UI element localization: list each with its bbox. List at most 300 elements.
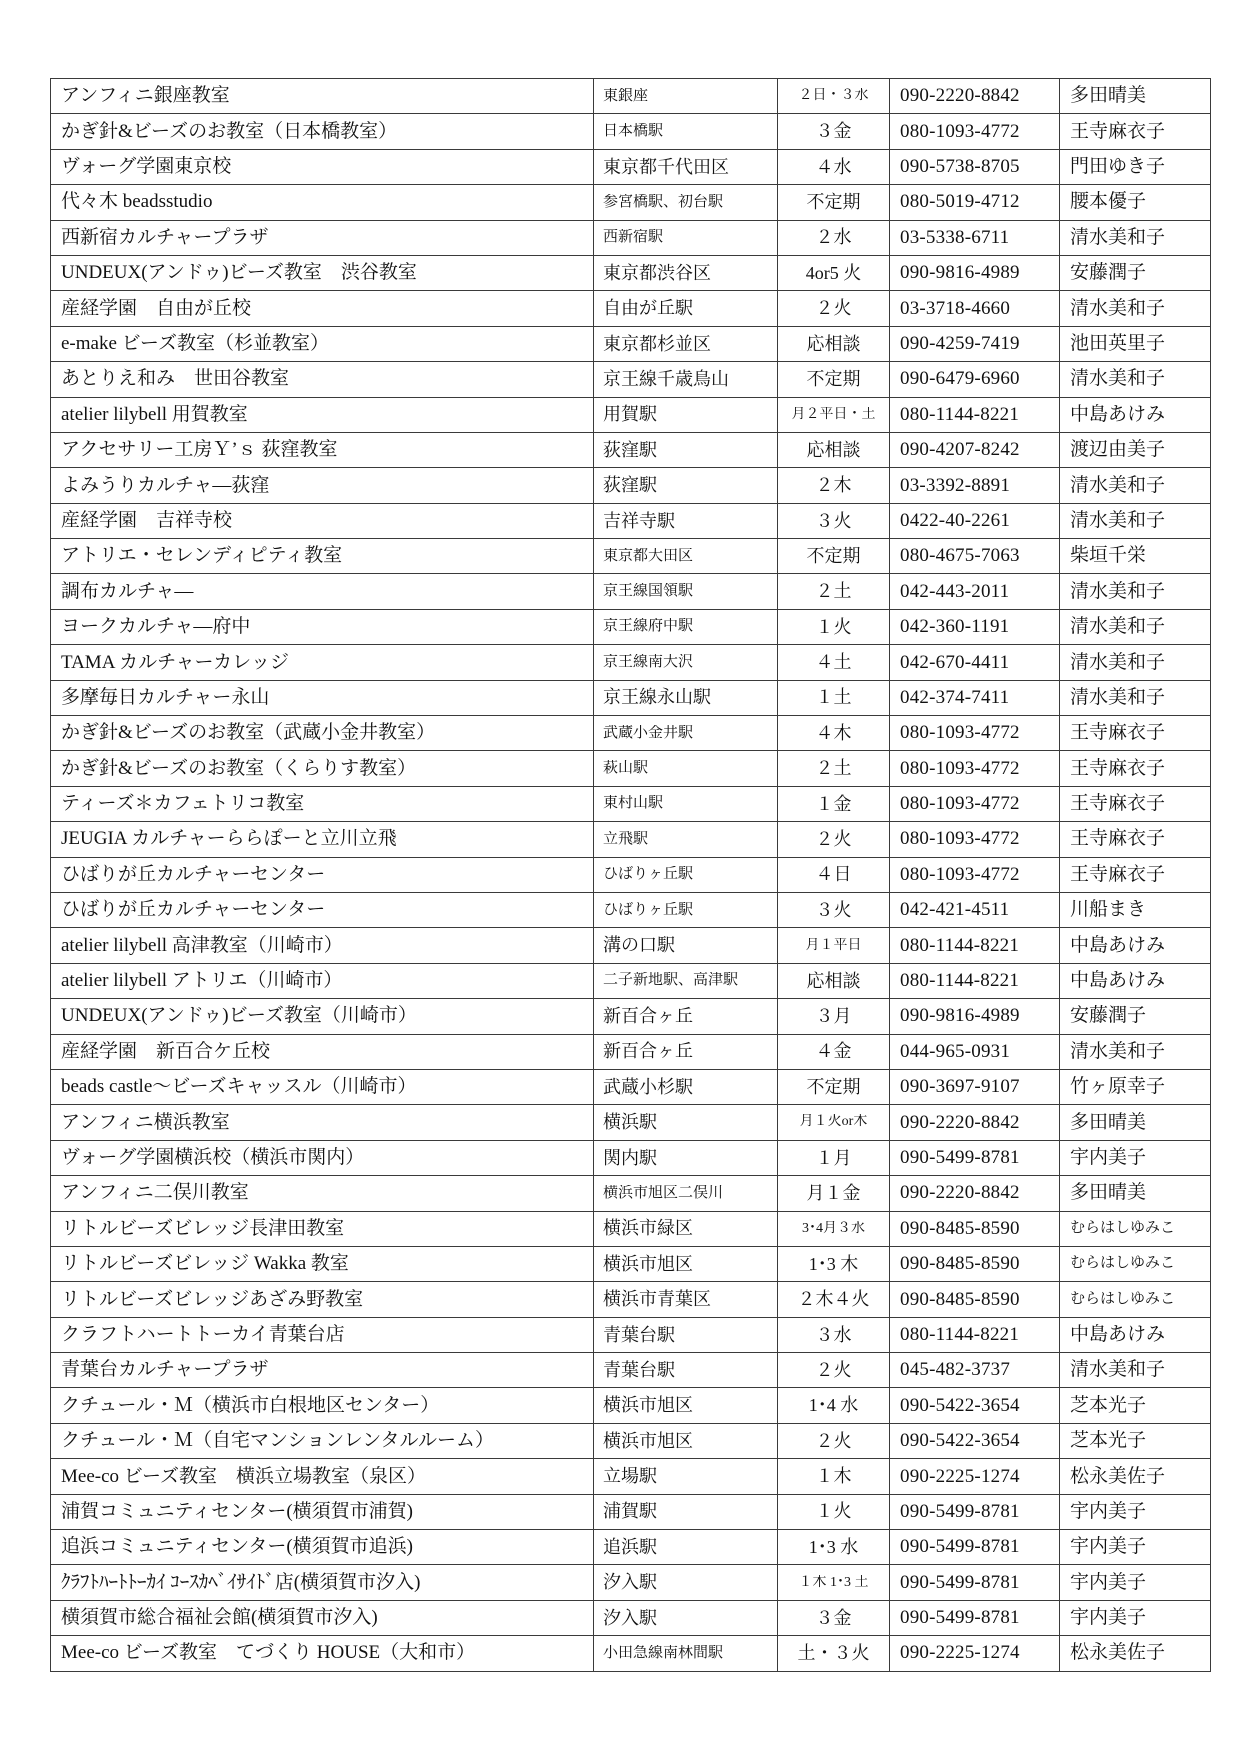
instructor-name-cell: [1060, 1034, 1211, 1069]
location-cell: [594, 1353, 778, 1388]
instructor-name: 王寺麻衣子: [1070, 828, 1166, 850]
phone-number: 090-2220-8842: [900, 85, 1020, 107]
classroom-row: [51, 645, 1211, 680]
location-cell: [594, 645, 778, 680]
instructor-name-cell: [1060, 1636, 1211, 1671]
classroom-list-page: [50, 78, 1210, 1672]
phone-number: 090-5499-8781: [900, 1536, 1020, 1558]
phone-number-cell: [890, 1565, 1060, 1600]
schedule: １木 1･3 土: [798, 1574, 869, 1590]
location-cell: [594, 79, 778, 114]
phone-number-cell: [890, 1034, 1060, 1069]
classroom-table-body: [51, 79, 1211, 1672]
phone-number-cell: [890, 1494, 1060, 1529]
instructor-name-cell: [1060, 1176, 1211, 1211]
classroom-name: atelier lilybell 用賀教室: [61, 403, 248, 425]
classroom-row: [51, 999, 1211, 1034]
classroom-name-cell: [51, 1176, 594, 1211]
schedule: ４日: [815, 864, 852, 885]
schedule-cell: [778, 751, 890, 786]
classroom-name: クチュール・Ｍ（自宅マンションレンタルルーム）: [61, 1430, 495, 1452]
classroom-name: かぎ針&ビーズのお教室（日本橋教室）: [61, 120, 398, 142]
schedule: 月１火or木: [799, 1114, 868, 1130]
schedule: ３火: [815, 899, 852, 920]
location: ひばりヶ丘駅: [603, 901, 694, 918]
location: 京王線南大沢: [603, 653, 694, 670]
location-cell: [594, 751, 778, 786]
schedule-cell: [778, 503, 890, 538]
instructor-name: 多田晴美: [1070, 85, 1147, 107]
phone-number: 03-3718-4660: [900, 297, 1011, 319]
instructor-name-cell: [1060, 609, 1211, 644]
instructor-name: 宇内美子: [1070, 1607, 1147, 1629]
instructor-name: 宇内美子: [1070, 1146, 1147, 1168]
instructor-name-cell: [1060, 432, 1211, 467]
classroom-name-cell: [51, 79, 594, 114]
phone-number-cell: [890, 1600, 1060, 1635]
schedule: ４土: [815, 652, 852, 673]
location-cell: [594, 892, 778, 927]
location: 自由が丘駅: [603, 298, 693, 319]
classroom-row: [51, 1176, 1211, 1211]
phone-number-cell: [890, 1105, 1060, 1140]
location: 京王線府中駅: [603, 618, 694, 635]
location: 青葉台駅: [603, 1324, 675, 1345]
classroom-row: [51, 255, 1211, 290]
phone-number-cell: [890, 468, 1060, 503]
classroom-name-cell: [51, 114, 594, 149]
classroom-row: [51, 1600, 1211, 1635]
location-cell: [594, 432, 778, 467]
classroom-name-cell: [51, 326, 594, 361]
instructor-name: 清水美和子: [1070, 368, 1166, 390]
classroom-name-cell: [51, 892, 594, 927]
phone-number: 042-421-4511: [900, 899, 1010, 921]
classroom-name-cell: [51, 149, 594, 184]
location: 横浜市旭区: [603, 1430, 693, 1451]
classroom-row: [51, 1388, 1211, 1423]
classroom-name-cell: [51, 716, 594, 751]
classroom-row: [51, 751, 1211, 786]
schedule: 1･3 水: [808, 1536, 859, 1557]
schedule-cell: [778, 220, 890, 255]
instructor-name: 清水美和子: [1070, 474, 1166, 496]
instructor-name: 中島あけみ: [1070, 403, 1166, 425]
phone-number-cell: [890, 1211, 1060, 1246]
instructor-name: むらはしゆみこ: [1070, 1220, 1176, 1237]
schedule: １火: [815, 1501, 852, 1522]
schedule-cell: [778, 1530, 890, 1565]
phone-number: 090-2225-1274: [900, 1465, 1020, 1487]
schedule: 応相談: [806, 970, 861, 991]
schedule: 1･4 水: [808, 1395, 859, 1416]
location: 萩山駅: [603, 759, 649, 776]
location-cell: [594, 362, 778, 397]
instructor-name: 中島あけみ: [1070, 970, 1166, 992]
schedule-cell: [778, 1211, 890, 1246]
instructor-name-cell: [1060, 291, 1211, 326]
classroom-row: [51, 1211, 1211, 1246]
classroom-row: [51, 716, 1211, 751]
phone-number: 03-5338-6711: [900, 226, 1010, 248]
schedule-cell: [778, 574, 890, 609]
schedule: ２土: [815, 581, 852, 602]
location: 立飛駅: [603, 830, 649, 847]
classroom-name: リトルビーズビレッジ長津田教室: [61, 1217, 345, 1239]
classroom-name-cell: [51, 503, 594, 538]
location-cell: [594, 822, 778, 857]
schedule-cell: [778, 857, 890, 892]
phone-number: 090-3697-9107: [900, 1076, 1020, 1098]
location: 用賀駅: [603, 404, 657, 425]
phone-number: 090-8485-8590: [900, 1253, 1020, 1275]
phone-number: 080-1093-4772: [900, 120, 1020, 142]
schedule: ３月: [815, 1006, 852, 1026]
classroom-row: [51, 149, 1211, 184]
classroom-row: [51, 1140, 1211, 1175]
schedule: １月: [815, 1147, 852, 1168]
phone-number-cell: [890, 609, 1060, 644]
instructor-name: 多田晴美: [1070, 1182, 1147, 1204]
classroom-row: [51, 892, 1211, 927]
location-cell: [594, 1530, 778, 1565]
schedule-cell: [778, 1388, 890, 1423]
phone-number: 0422-40-2261: [900, 509, 1011, 531]
phone-number-cell: [890, 1246, 1060, 1281]
phone-number-cell: [890, 539, 1060, 574]
phone-number-cell: [890, 397, 1060, 432]
classroom-row: [51, 609, 1211, 644]
phone-number-cell: [890, 1530, 1060, 1565]
schedule: 月１金: [806, 1182, 861, 1203]
phone-number: 080-1093-4772: [900, 793, 1020, 815]
schedule-cell: [778, 1459, 890, 1494]
classroom-name: JEUGIA カルチャーららぽーと立川立飛: [61, 828, 397, 850]
instructor-name: 芝本光子: [1070, 1430, 1147, 1452]
instructor-name: 腰本優子: [1070, 191, 1147, 213]
instructor-name-cell: [1060, 1459, 1211, 1494]
phone-number: 080-1144-8221: [900, 403, 1020, 425]
instructor-name-cell: [1060, 928, 1211, 963]
phone-number: 090-8485-8590: [900, 1217, 1020, 1239]
location-cell: [594, 503, 778, 538]
instructor-name-cell: [1060, 680, 1211, 715]
classroom-name: UNDEUX(アンドゥ)ビーズ教室 渋谷教室: [61, 262, 417, 284]
classroom-name-cell: [51, 1494, 594, 1529]
instructor-name-cell: [1060, 1530, 1211, 1565]
instructor-name: 清水美和子: [1070, 616, 1166, 638]
schedule: 不定期: [806, 368, 861, 389]
location: 東京都杉並区: [603, 333, 711, 354]
schedule-cell: [778, 149, 890, 184]
classroom-name: かぎ針&ビーズのお教室（くらりす教室）: [61, 757, 417, 779]
classroom-name: 横須賀市総合福祉会館(横須賀市汐入): [61, 1607, 378, 1629]
phone-number-cell: [890, 149, 1060, 184]
phone-number: 080-1093-4772: [900, 828, 1020, 850]
instructor-name-cell: [1060, 220, 1211, 255]
classroom-name: 代々木 beadsstudio: [61, 191, 213, 213]
location-cell: [594, 963, 778, 998]
schedule: ４木: [815, 722, 852, 743]
schedule: ４金: [815, 1041, 852, 1062]
location: 東京都千代田区: [603, 156, 729, 177]
phone-number-cell: [890, 822, 1060, 857]
schedule: 不定期: [806, 545, 861, 566]
location: 汐入駅: [603, 1572, 657, 1593]
location: 武蔵小金井駅: [603, 724, 694, 741]
location: 小田急線南林間駅: [603, 1644, 724, 1661]
phone-number: 080-1144-8221: [900, 970, 1020, 992]
phone-number-cell: [890, 680, 1060, 715]
classroom-name-cell: [51, 1140, 594, 1175]
phone-number-cell: [890, 432, 1060, 467]
instructor-name-cell: [1060, 1388, 1211, 1423]
instructor-name: 王寺麻衣子: [1070, 863, 1166, 885]
phone-number-cell: [890, 857, 1060, 892]
schedule-cell: [778, 609, 890, 644]
instructor-name: 柴垣千栄: [1070, 545, 1147, 567]
schedule: 応相談: [806, 439, 861, 460]
schedule-cell: [778, 786, 890, 821]
classroom-name: アトリエ・セレンディピティ教室: [61, 545, 343, 567]
schedule: ３金: [815, 1607, 852, 1628]
classroom-name: あとりえ和み 世田谷教室: [61, 368, 290, 390]
classroom-row: [51, 928, 1211, 963]
schedule: ２火: [815, 1430, 852, 1451]
classroom-name: 青葉台カルチャープラザ: [61, 1359, 269, 1381]
schedule: ４水: [815, 156, 852, 177]
phone-number: 080-1093-4772: [900, 863, 1020, 885]
instructor-name-cell: [1060, 1317, 1211, 1352]
location-cell: [594, 220, 778, 255]
classroom-name: アクセサリー工房Ｙ’ｓ 荻窪教室: [61, 439, 338, 461]
location-cell: [594, 468, 778, 503]
location-cell: [594, 1317, 778, 1352]
classroom-name: 産経学園 自由が丘校: [61, 297, 252, 319]
classroom-name: 調布カルチャ―: [61, 580, 194, 602]
location-cell: [594, 786, 778, 821]
phone-number-cell: [890, 362, 1060, 397]
classroom-row: [51, 397, 1211, 432]
location: 武蔵小杉駅: [603, 1076, 693, 1097]
schedule: ３火: [815, 510, 852, 531]
instructor-name: 安藤潤子: [1070, 1005, 1147, 1027]
schedule: １火: [815, 616, 852, 637]
schedule: ２火: [815, 1359, 852, 1380]
classroom-name-cell: [51, 1211, 594, 1246]
classroom-name: 浦賀コミュニティセンター(横須賀市浦賀): [61, 1500, 413, 1522]
location-cell: [594, 291, 778, 326]
phone-number: 090-5499-8781: [900, 1500, 1020, 1522]
schedule: 土・３火: [797, 1643, 870, 1664]
location-cell: [594, 1140, 778, 1175]
location: 横浜市旭区二俣川: [603, 1184, 724, 1201]
instructor-name-cell: [1060, 645, 1211, 680]
classroom-row: [51, 1246, 1211, 1281]
schedule-cell: [778, 362, 890, 397]
schedule-cell: [778, 822, 890, 857]
location: 東村山駅: [603, 795, 664, 812]
location-cell: [594, 1494, 778, 1529]
instructor-name-cell: [1060, 503, 1211, 538]
classroom-row: [51, 857, 1211, 892]
schedule-cell: [778, 326, 890, 361]
location: 浦賀駅: [603, 1501, 657, 1522]
classroom-name: atelier lilybell アトリエ（川崎市）: [61, 970, 343, 992]
phone-number: 090-8485-8590: [900, 1288, 1020, 1310]
instructor-name-cell: [1060, 1140, 1211, 1175]
instructor-name-cell: [1060, 397, 1211, 432]
classroom-name-cell: [51, 999, 594, 1034]
schedule: １金: [815, 793, 852, 814]
classroom-name-cell: [51, 786, 594, 821]
schedule-cell: [778, 892, 890, 927]
classroom-name: UNDEUX(アンドゥ)ビーズ教室（川崎市）: [61, 1005, 417, 1027]
location-cell: [594, 539, 778, 574]
classroom-name: よみうりカルチャ―荻窪: [61, 474, 270, 496]
classroom-name: 追浜コミュニティセンター(横須賀市追浜): [61, 1536, 413, 1558]
classroom-name: TAMA カルチャーカレッジ: [61, 651, 289, 673]
location-cell: [594, 1565, 778, 1600]
schedule-cell: [778, 928, 890, 963]
schedule-cell: [778, 1069, 890, 1104]
classroom-row: [51, 362, 1211, 397]
phone-number-cell: [890, 220, 1060, 255]
schedule: ２日・３水: [798, 88, 869, 104]
location: 横浜市青葉区: [603, 1289, 711, 1310]
phone-number-cell: [890, 645, 1060, 680]
classroom-name: ｸﾗﾌﾄﾊｰﾄﾄｰｶｲ ｺｰｽｶﾍﾞｲｻｲﾄﾞ店(横須賀市汐入): [61, 1571, 421, 1593]
instructor-name-cell: [1060, 822, 1211, 857]
instructor-name-cell: [1060, 255, 1211, 290]
classroom-name: e-make ビーズ教室（杉並教室）: [61, 333, 329, 354]
schedule: ２土: [815, 758, 852, 779]
instructor-name: 王寺麻衣子: [1070, 722, 1166, 744]
classroom-name: 産経学園 吉祥寺校: [61, 509, 233, 531]
classroom-name-cell: [51, 857, 594, 892]
phone-number: 080-1093-4772: [900, 757, 1020, 779]
location: 追浜駅: [603, 1536, 657, 1557]
schedule-cell: [778, 1423, 890, 1458]
classroom-row: [51, 114, 1211, 149]
location-cell: [594, 1423, 778, 1458]
phone-number: 042-443-2011: [900, 580, 1010, 602]
schedule-cell: [778, 1317, 890, 1352]
instructor-name-cell: [1060, 539, 1211, 574]
instructor-name: 芝本光子: [1070, 1394, 1147, 1416]
classroom-name-cell: [51, 362, 594, 397]
location: 青葉台駅: [603, 1359, 675, 1380]
schedule: 4or5 火: [805, 262, 862, 283]
instructor-name: 王寺麻衣子: [1070, 793, 1166, 815]
classroom-row: [51, 1459, 1211, 1494]
schedule-cell: [778, 1636, 890, 1671]
phone-number: 090-2220-8842: [900, 1111, 1020, 1133]
instructor-name-cell: [1060, 1211, 1211, 1246]
instructor-name-cell: [1060, 1069, 1211, 1104]
classroom-row: [51, 468, 1211, 503]
classroom-name: クチュール・Ｍ（横浜市白根地区センター）: [61, 1394, 440, 1416]
classroom-name: クラフトハートトーカイ青葉台店: [61, 1323, 345, 1345]
location: 荻窪駅: [603, 439, 657, 460]
location-cell: [594, 397, 778, 432]
classroom-name-cell: [51, 1388, 594, 1423]
instructor-name: 清水美和子: [1070, 1359, 1166, 1381]
instructor-name: 宇内美子: [1070, 1500, 1147, 1522]
instructor-name-cell: [1060, 362, 1211, 397]
location-cell: [594, 857, 778, 892]
location-cell: [594, 114, 778, 149]
schedule-cell: [778, 185, 890, 220]
location-cell: [594, 716, 778, 751]
schedule-cell: [778, 999, 890, 1034]
instructor-name-cell: [1060, 716, 1211, 751]
phone-number: 090-5422-3654: [900, 1394, 1020, 1416]
instructor-name-cell: [1060, 1282, 1211, 1317]
location-cell: [594, 680, 778, 715]
location-cell: [594, 999, 778, 1034]
instructor-name-cell: [1060, 468, 1211, 503]
classroom-name-cell: [51, 291, 594, 326]
schedule: 3･4月３水: [802, 1220, 865, 1236]
phone-number-cell: [890, 79, 1060, 114]
schedule: 応相談: [806, 333, 861, 354]
location: 二子新地駅、高津駅: [603, 972, 739, 989]
phone-number-cell: [890, 1423, 1060, 1458]
instructor-name: 宇内美子: [1070, 1571, 1147, 1593]
phone-number-cell: [890, 786, 1060, 821]
instructor-name: 中島あけみ: [1070, 934, 1166, 956]
instructor-name: 清水美和子: [1070, 651, 1166, 673]
classroom-name-cell: [51, 185, 594, 220]
instructor-name-cell: [1060, 185, 1211, 220]
phone-number: 090-4259-7419: [900, 333, 1020, 354]
instructor-name-cell: [1060, 1353, 1211, 1388]
location: 東銀座: [603, 87, 649, 104]
classroom-row: [51, 503, 1211, 538]
classroom-name: ヴォーグ学園東京校: [61, 156, 232, 178]
phone-number-cell: [890, 999, 1060, 1034]
phone-number-cell: [890, 1459, 1060, 1494]
instructor-name-cell: [1060, 751, 1211, 786]
schedule-cell: [778, 1176, 890, 1211]
instructor-name: 川船まき: [1070, 899, 1147, 921]
location: 西新宿駅: [603, 229, 664, 246]
classroom-name-cell: [51, 609, 594, 644]
phone-number-cell: [890, 892, 1060, 927]
instructor-name-cell: [1060, 963, 1211, 998]
phone-number-cell: [890, 1069, 1060, 1104]
instructor-name-cell: [1060, 574, 1211, 609]
schedule: ２火: [815, 829, 852, 850]
schedule: ２木４火: [797, 1289, 870, 1310]
classroom-name-cell: [51, 432, 594, 467]
classroom-row: [51, 1353, 1211, 1388]
location: 横浜市緑区: [603, 1218, 693, 1239]
classroom-name: ヴォーグ学園横浜校（横浜市関内）: [61, 1146, 365, 1168]
classroom-name-cell: [51, 1423, 594, 1458]
phone-number: 042-670-4411: [900, 651, 1010, 673]
classroom-row: [51, 432, 1211, 467]
schedule-cell: [778, 1282, 890, 1317]
classroom-name-cell: [51, 1636, 594, 1671]
schedule-cell: [778, 539, 890, 574]
location: 横浜市旭区: [603, 1395, 693, 1416]
classroom-name-cell: [51, 1317, 594, 1352]
schedule-cell: [778, 1246, 890, 1281]
classroom-name-cell: [51, 1459, 594, 1494]
classroom-name: アンフィニ銀座教室: [61, 85, 230, 107]
